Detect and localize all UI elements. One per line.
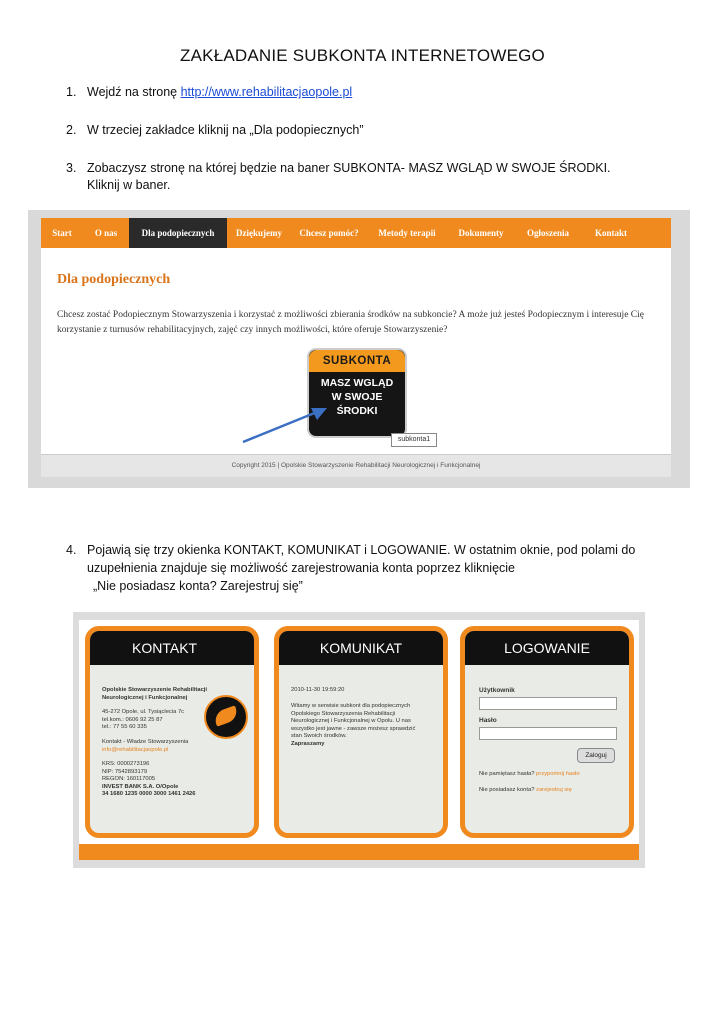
site-footer: Copyright 2015 | Opolskie Stowarzyszenie Rehabilitacji Neurologicznej i Funkcjonalnej	[41, 454, 671, 477]
komunikat-title: KOMUNIKAT	[279, 631, 443, 665]
section-paragraph: Chcesz zostać Podopiecznym Stowarzyszenia i korzystać z możliwości zbierania środków na subkoncie? A może już jesteś Podopiecznym i interesuje Cię korzystanie z turnusów rehabilitacyjnych, zajęć czy innych możliwości, które oferuje Stowarzyszenie?	[57, 310, 644, 335]
step-text-line3: „Nie posiadasz konta? Zarejestruj się”	[93, 579, 303, 593]
nip: NIP: 7542893179	[102, 768, 148, 775]
step-text-line1: Pojawią się trzy okienka KONTAKT, KOMUNIKAT i LOGOWANIE. W ostatnim oknie, pod polami do	[87, 543, 636, 557]
arrow-icon	[237, 398, 333, 448]
username-input[interactable]	[479, 697, 617, 710]
nav-metody-terapii[interactable]: Metody terapii	[378, 228, 436, 238]
banner-tooltip: subkonta1	[391, 433, 437, 447]
nav-o-nas[interactable]: O nas	[94, 228, 118, 238]
regon: REGON: 160117005	[102, 776, 156, 782]
logowanie-title: LOGOWANIE	[465, 631, 629, 665]
logowanie-panel	[460, 626, 634, 838]
contact-label: Kontakt - Władze Stowarzyszenia	[102, 739, 189, 745]
banner-title: SUBKONTA	[309, 350, 405, 372]
banner-line: MASZ WGLĄD	[320, 377, 394, 389]
bank: INVEST BANK S.A. O/Opole	[102, 783, 179, 790]
step-text: Wejdź na stronę	[87, 85, 181, 99]
nav-chcesz-pomoc[interactable]: Chcesz pomóc?	[299, 228, 359, 238]
no-account-text: Nie posiadasz konta?	[479, 787, 535, 793]
message-line: Opolskiego Stowarzyszenia Rehabilitacji	[291, 710, 396, 717]
forgot-password-link[interactable]: przypomnij hasło	[536, 771, 580, 777]
message-line: Zapraszamy	[291, 740, 325, 747]
account-number: 34 1680 1235 0000 3000 1461 2426	[102, 791, 196, 797]
website-screenshot	[28, 210, 690, 488]
message-date: 2010-11-30 19:59:20	[291, 687, 345, 693]
register-link[interactable]: zarejestruj się	[536, 787, 572, 793]
step-number: 2.	[66, 123, 77, 137]
message-line: Witamy w serwisie subkont dla podopiecznych	[291, 703, 411, 709]
org-name: Neurologicznej i Funkcjonalnej	[102, 694, 188, 701]
kontakt-title: KONTAKT	[90, 631, 254, 665]
banner-line: ŚRODKI	[336, 405, 378, 417]
phone: tel.: 77 55 60 335	[102, 724, 147, 730]
email-link[interactable]: info@rehabilitacjaopole.pl	[102, 746, 169, 753]
password-label: Hasło	[479, 717, 497, 724]
krs: KRS: 0000273196	[102, 761, 150, 767]
nav-dokumenty[interactable]: Dokumenty	[458, 228, 504, 238]
message-line: wszystko jest jawne - zawsze możesz sprawdzić	[291, 725, 416, 732]
nav-ogloszenia[interactable]: Ogłoszenia	[527, 228, 569, 238]
org-name: Opolskie Stowarzyszenie Rehabilitacji	[102, 687, 208, 693]
nav-dziekujemy[interactable]: Dziękujemy	[236, 228, 282, 238]
password-input[interactable]	[479, 727, 617, 740]
forgot-text: Nie pamiętasz hasła?	[479, 771, 535, 777]
step-text-line2: Kliknij w baner.	[87, 178, 171, 192]
username-label: Użytkownik	[479, 687, 515, 694]
section-heading: Dla podopiecznych	[57, 272, 171, 287]
main-nav	[41, 218, 671, 248]
banner-line: W SWOJE	[331, 391, 383, 403]
step-text-line1: Zobaczysz stronę na której będzie na baner SUBKONTA- MASZ WGLĄD W SWOJE ŚRODKI.	[87, 161, 611, 175]
step-number: 1.	[66, 85, 77, 99]
page-title: ZAKŁADANIE SUBKONTA INTERNETOWEGO	[180, 46, 545, 65]
website-link[interactable]: http://www.rehabilitacjaopole.pl	[180, 85, 353, 99]
step-text: W trzeciej zakładce kliknij na „Dla podopiecznych”	[87, 123, 364, 137]
message-line: Neurologicznej i Funkcjonalnej w Opolu. U nas	[291, 718, 411, 724]
forgot-password-row	[479, 771, 580, 777]
step-number: 4.	[66, 543, 77, 557]
nav-kontakt[interactable]: Kontakt	[594, 228, 627, 238]
organization-logo	[204, 695, 248, 739]
komunikat-panel	[274, 626, 448, 838]
step-text-line2: uzupełnienia znajduje się możliwość zarejestrowania konta poprzez kliknięcie	[87, 561, 516, 575]
login-button[interactable]: Zaloguj	[577, 748, 615, 763]
login-screenshot	[73, 612, 645, 868]
nav-start[interactable]: Start	[52, 228, 72, 238]
nav-dla-podopiecznych[interactable]: Dla podopiecznych	[129, 218, 227, 248]
address: 45-272 Opole, ul. Tysiąclecia 7c	[102, 709, 185, 715]
phone: tel.kom.: 0606 92 25 87	[102, 716, 163, 723]
footer-bar	[79, 844, 639, 860]
register-row	[479, 787, 572, 793]
message-line: stan Swoich środków.	[291, 733, 347, 739]
step-number: 3.	[66, 161, 77, 175]
kontakt-panel	[85, 626, 259, 838]
